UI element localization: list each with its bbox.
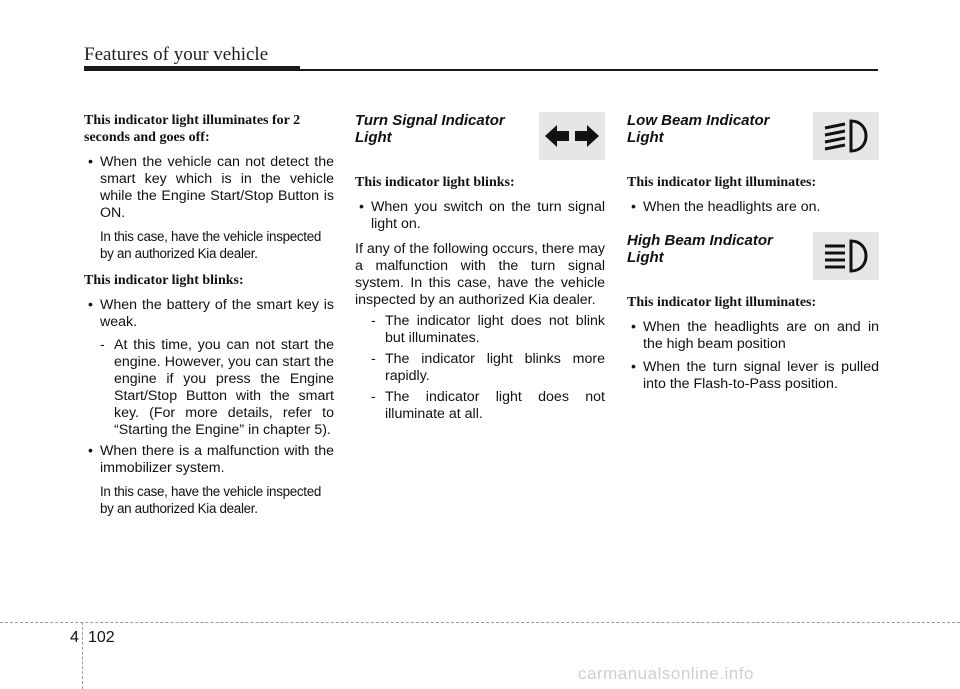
sub-item: - The indicator light blinks more rapidly. bbox=[371, 351, 605, 384]
bullet-headlights-on: • When the headlights are on. bbox=[627, 199, 879, 216]
bullet-smart-key-not-detected: • When the vehicle can not detect the smart key which is in the vehicle while the Engine Start/Stop Button is ON. bbox=[84, 154, 334, 222]
watermark: carmanualsonline.info bbox=[578, 664, 754, 683]
blinks-label: This indicator light blinks: bbox=[84, 273, 244, 288]
sub-item-start-engine: - At this time, you can not start the engine. However, you can start the engine if you press the Engine Start/Stop Button with the smart key. (For more details, refer to “Starting the Engine” in chapter 5). bbox=[100, 337, 334, 438]
illuminates-2sec-label: This indicator light illuminates for 2 seconds and goes off: bbox=[84, 113, 301, 145]
sub-item: - The indicator light does not illuminate at all. bbox=[371, 389, 605, 422]
bullet-turn-signal-on: • When you switch on the turn signal light on. bbox=[355, 199, 605, 233]
turn-signal-heading: Turn Signal Indicator Light bbox=[355, 112, 505, 146]
bullet-immobilizer-malfunction: • When there is a malfunction with the immobilizer system. bbox=[84, 443, 334, 477]
chapter-number: 4 bbox=[70, 629, 79, 646]
dealer-note: In this case, have the vehicle inspected by an authorized Kia dealer. bbox=[100, 484, 321, 516]
footer-vertical-divider bbox=[82, 622, 83, 689]
sub-item-text: The indicator light blinks more rapidly. bbox=[385, 351, 605, 384]
dealer-note: In this case, have the vehicle inspected by an authorized Kia dealer. bbox=[100, 229, 321, 261]
illuminates-label: This indicator light illuminates: bbox=[627, 295, 817, 310]
high-beam-heading: High Beam Indicator Light bbox=[627, 232, 773, 266]
bullet-smart-key-battery-weak: • When the battery of the smart key is weak. bbox=[84, 297, 334, 331]
illuminates-label: This indicator light illuminates: bbox=[627, 175, 817, 190]
sub-item-text: The indicator light does not illuminate at all. bbox=[385, 389, 605, 422]
page-number: 102 bbox=[88, 629, 115, 646]
turn-signal-arrows-icon bbox=[539, 112, 605, 160]
header-rule-thick bbox=[84, 66, 300, 71]
sub-item: - The indicator light does not blink but illuminates. bbox=[371, 313, 605, 346]
header-rule-thin bbox=[300, 69, 878, 71]
bullet-high-beam-position: • When the headlights are on and in the high beam position bbox=[627, 319, 879, 353]
malfunction-paragraph: If any of the following occurs, there may a malfunction with the turn signal system. In this case, have the vehicle inspected by an authorized Kia dealer. bbox=[355, 241, 605, 308]
high-beam-heading-row bbox=[627, 232, 879, 284]
column-beam-indicators bbox=[627, 112, 879, 399]
sub-item-text: At this time, you can not start the engine. However, you can start the engine if you press the Engine Start/Stop Button with the smart key. (For more details, refer to “Starting the Engine” in chapter 5). bbox=[114, 337, 334, 438]
column-turn-signal bbox=[355, 112, 605, 427]
low-beam-heading: Low Beam Indicator Light bbox=[627, 112, 770, 146]
low-beam-headlight-icon bbox=[813, 112, 879, 160]
low-beam-heading-row bbox=[627, 112, 879, 164]
high-beam-headlight-icon bbox=[813, 232, 879, 280]
column-immobilizer bbox=[84, 112, 334, 527]
footer-divider bbox=[0, 622, 960, 623]
page-header-title: Features of your vehicle bbox=[84, 44, 269, 65]
sub-item-text: The indicator light does not blink but illuminates. bbox=[385, 313, 605, 346]
blinks-label: This indicator light blinks: bbox=[355, 175, 515, 190]
bullet-flash-to-pass: • When the turn signal lever is pulled into the Flash-to-Pass position. bbox=[627, 359, 879, 393]
turn-signal-heading-row bbox=[355, 112, 605, 164]
